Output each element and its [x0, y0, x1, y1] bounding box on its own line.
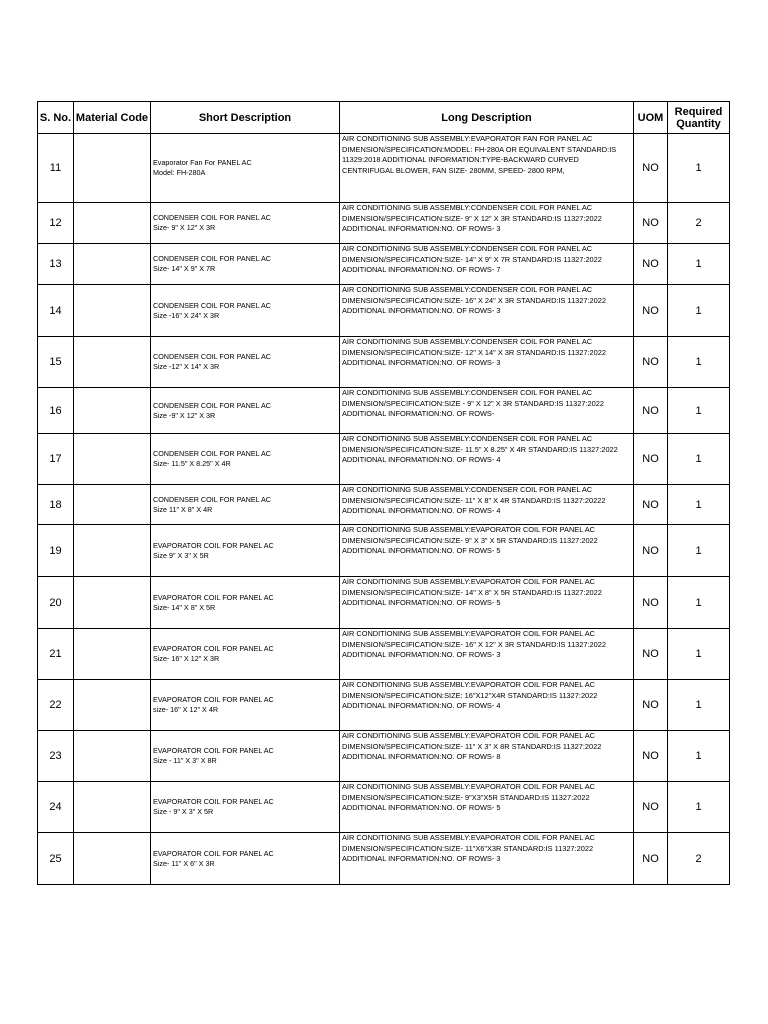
items-table: [37, 101, 730, 885]
material-code-cell: [74, 833, 151, 885]
table-row: [38, 244, 730, 285]
short-description-line-1: CONDENSER COIL FOR PANEL AC: [153, 254, 271, 263]
material-code-cell: [74, 285, 151, 337]
required-quantity-cell: 1: [668, 782, 730, 833]
table-row: [38, 525, 730, 577]
short-description-line-1: CONDENSER COIL FOR PANEL AC: [153, 300, 271, 310]
short-description-cell: [151, 203, 340, 244]
table-row: [38, 434, 730, 485]
uom-cell: NO: [634, 285, 668, 337]
serial-number-cell: 16: [38, 388, 74, 434]
short-description-cell: [151, 244, 340, 285]
short-description-cell: [151, 731, 340, 782]
uom-cell: NO: [634, 337, 668, 388]
long-description-cell: AIR CONDITIONING SUB ASSEMBLY:EVAPORATOR FAN FOR PANEL AC DIMENSION/SPECIFICATION:MODEL: FH-280A OR EQUIVALENT STANDARD:IS 11329:2018 ADDITIONAL INFORMATION:TYPE-BACKWARD CURVED CENTRIFUGAL BLOWER, FAN SIZE- 280MM, SPEED- 2800 RPM,: [340, 134, 634, 203]
material-code-cell: [74, 244, 151, 285]
table-row: [38, 680, 730, 731]
serial-number-cell: 11: [38, 134, 74, 203]
table-row: [38, 285, 730, 337]
required-quantity-cell: 1: [668, 485, 730, 525]
short-description-line-1: CONDENSER COIL FOR PANEL AC: [153, 213, 271, 222]
serial-number-cell: 22: [38, 680, 74, 731]
required-quantity-cell: 1: [668, 577, 730, 629]
uom-cell: NO: [634, 680, 668, 731]
long-description-cell: AIR CONDITIONING SUB ASSEMBLY:EVAPORATOR COIL FOR PANEL AC DIMENSION/SPECIFICATION:SIZE: 16"X12"X4R STANDARD:IS 11327:2022 ADDITIONAL INFORMATION:NO. OF ROWS- 4: [340, 680, 634, 731]
serial-number-cell: 18: [38, 485, 74, 525]
serial-number-cell: 24: [38, 782, 74, 833]
serial-number-cell: 12: [38, 203, 74, 244]
short-description-line-1: EVAPORATOR COIL FOR PANEL AC: [153, 695, 274, 704]
header-short-description: Short Description: [151, 102, 340, 134]
short-description-line-1: EVAPORATOR COIL FOR PANEL AC: [153, 848, 274, 858]
uom-cell: NO: [634, 833, 668, 885]
table-row: [38, 731, 730, 782]
short-description-line-1: CONDENSER COIL FOR PANEL AC: [153, 449, 271, 458]
uom-cell: NO: [634, 629, 668, 680]
long-description-cell: AIR CONDITIONING SUB ASSEMBLY:EVAPORATOR COIL FOR PANEL AC DIMENSION/SPECIFICATION:SIZE- 9"X3"X5R STANDARD:IS 11327:2022 ADDITIONAL INFORMATION:NO. OF ROWS- 5: [340, 782, 634, 833]
short-description-line-1: Evaporator Fan For PANEL AC: [153, 158, 252, 167]
material-code-cell: [74, 525, 151, 577]
short-description-line-2: Size- 11.5" X 8.25" X 4R: [153, 459, 231, 468]
serial-number-cell: 21: [38, 629, 74, 680]
short-description-line-2: Size- 16" X 12" X 3R: [153, 654, 220, 663]
header-uom: UOM: [634, 102, 668, 134]
serial-number-cell: 20: [38, 577, 74, 629]
table-row: [38, 337, 730, 388]
material-code-cell: [74, 134, 151, 203]
short-description-line-2: Size - 11" X 3" X 8R: [153, 756, 217, 765]
short-description-cell: [151, 337, 340, 388]
short-description-line-1: EVAPORATOR COIL FOR PANEL AC: [153, 644, 274, 653]
short-description-cell: [151, 388, 340, 434]
table-row: [38, 388, 730, 434]
short-description-line-2: Size - 9" X 3" X 5R: [153, 807, 214, 816]
uom-cell: NO: [634, 577, 668, 629]
short-description-line-2: Model: FH-280A: [153, 168, 206, 177]
uom-cell: NO: [634, 203, 668, 244]
header-required-quantity: Required Quantity: [668, 102, 730, 134]
short-description-cell: [151, 833, 340, 885]
uom-cell: NO: [634, 134, 668, 203]
required-quantity-cell: 2: [668, 203, 730, 244]
long-description-cell: AIR CONDITIONING SUB ASSEMBLY:CONDENSER COIL FOR PANEL AC DIMENSION/SPECIFICATION:SIZE- 11.5" X 8.25" X 4R STANDARD:IS 11327:2022 ADDITIONAL INFORMATION:NO. OF ROWS- 4: [340, 434, 634, 485]
uom-cell: NO: [634, 525, 668, 577]
required-quantity-cell: 1: [668, 337, 730, 388]
uom-cell: NO: [634, 434, 668, 485]
required-quantity-cell: 2: [668, 833, 730, 885]
header-material-code: Material Code: [74, 102, 151, 134]
short-description-line-1: CONDENSER COIL FOR PANEL AC: [153, 352, 271, 361]
short-description-line-1: EVAPORATOR COIL FOR PANEL AC: [153, 746, 274, 755]
short-description-line-1: EVAPORATOR COIL FOR PANEL AC: [153, 797, 274, 806]
short-description-line-2: Size- 14" X 9" X 7R: [153, 264, 216, 273]
short-description-cell: [151, 285, 340, 337]
short-description-cell: [151, 134, 340, 203]
required-quantity-cell: 1: [668, 731, 730, 782]
uom-cell: NO: [634, 782, 668, 833]
serial-number-cell: 19: [38, 525, 74, 577]
long-description-cell: AIR CONDITIONING SUB ASSEMBLY:EVAPORATOR COIL FOR PANEL AC DIMENSION/SPECIFICATION:SIZE- 9" X 3" X 5R STANDARD:IS 11327:2022 ADDITIONAL INFORMATION:NO. OF ROWS- 5: [340, 525, 634, 577]
material-code-cell: [74, 388, 151, 434]
material-code-cell: [74, 434, 151, 485]
short-description-line-2: size- 16" X 12" X 4R: [153, 705, 219, 714]
table-row: [38, 203, 730, 244]
short-description-line-2: Size -16" X 24" X 3R: [153, 310, 220, 320]
serial-number-cell: 14: [38, 285, 74, 337]
long-description-cell: AIR CONDITIONING SUB ASSEMBLY:CONDENSER COIL FOR PANEL AC DIMENSION/SPECIFICATION:SIZE- 9" X 12" X 3R STANDARD:IS 11327:2022 ADDITIONAL INFORMATION:NO. OF ROWS- 3: [340, 203, 634, 244]
short-description-cell: [151, 680, 340, 731]
required-quantity-cell: 1: [668, 244, 730, 285]
short-description-line-1: EVAPORATOR COIL FOR PANEL AC: [153, 540, 274, 550]
material-code-cell: [74, 337, 151, 388]
required-quantity-cell: 1: [668, 388, 730, 434]
short-description-line-2: Size -9" X 12" X 3R: [153, 410, 216, 420]
short-description-cell: [151, 485, 340, 525]
short-description-cell: [151, 577, 340, 629]
material-code-cell: [74, 485, 151, 525]
short-description-cell: [151, 782, 340, 833]
required-quantity-cell: 1: [668, 525, 730, 577]
short-description-line-2: Size 9" X 3" X 5R: [153, 550, 209, 560]
uom-cell: NO: [634, 244, 668, 285]
material-code-cell: [74, 680, 151, 731]
material-code-cell: [74, 577, 151, 629]
table-row: [38, 577, 730, 629]
header-long-description: Long Description: [340, 102, 634, 134]
required-quantity-cell: 1: [668, 134, 730, 203]
short-description-line-2: Size- 11" X 6" X 3R: [153, 858, 215, 868]
short-description-line-1: CONDENSER COIL FOR PANEL AC: [153, 400, 271, 410]
serial-number-cell: 25: [38, 833, 74, 885]
header-sno: S. No.: [38, 102, 74, 134]
uom-cell: NO: [634, 731, 668, 782]
long-description-cell: AIR CONDITIONING SUB ASSEMBLY:EVAPORATOR COIL FOR PANEL AC DIMENSION/SPECIFICATION:SIZE- 16" X 12" X 3R STANDARD:IS 11327:2022 ADDITIONAL INFORMATION:NO. OF ROWS- 3: [340, 629, 634, 680]
required-quantity-cell: 1: [668, 285, 730, 337]
long-description-cell: AIR CONDITIONING SUB ASSEMBLY:EVAPORATOR COIL FOR PANEL AC DIMENSION/SPECIFICATION:SIZE- 14" X 8" X 5R STANDARD:IS 11327:2022 ADDITIONAL INFORMATION:NO. OF ROWS- 5: [340, 577, 634, 629]
short-description-line-2: Size- 9" X 12" X 3R: [153, 223, 216, 232]
long-description-cell: AIR CONDITIONING SUB ASSEMBLY:CONDENSER COIL FOR PANEL AC DIMENSION/SPECIFICATION:SIZE- 12" X 14" X 3R STANDARD:IS 11327:2022 ADDITIONAL INFORMATION:NO. OF ROWS- 3: [340, 337, 634, 388]
material-code-cell: [74, 203, 151, 244]
short-description-cell: [151, 525, 340, 577]
short-description-line-1: EVAPORATOR COIL FOR PANEL AC: [153, 592, 274, 602]
long-description-cell: AIR CONDITIONING SUB ASSEMBLY:CONDENSER COIL FOR PANEL AC DIMENSION/SPECIFICATION:SIZE- 16" X 24" X 3R STANDARD:IS 11327:2022 ADDITIONAL INFORMATION:NO. OF ROWS- 3: [340, 285, 634, 337]
table-row: [38, 629, 730, 680]
serial-number-cell: 23: [38, 731, 74, 782]
material-code-cell: [74, 731, 151, 782]
short-description-line-2: Size- 14" X 8" X 5R: [153, 602, 216, 612]
serial-number-cell: 17: [38, 434, 74, 485]
short-description-cell: [151, 434, 340, 485]
long-description-cell: AIR CONDITIONING SUB ASSEMBLY:CONDENSER COIL FOR PANEL AC DIMENSION/SPECIFICATION:SIZE - 9" X 12" X 3R STANDARD:IS 11327:2022 ADDITIONAL INFORMATION:NO. OF ROWS-: [340, 388, 634, 434]
uom-cell: NO: [634, 485, 668, 525]
required-quantity-cell: 1: [668, 629, 730, 680]
long-description-cell: AIR CONDITIONING SUB ASSEMBLY:CONDENSER COIL FOR PANEL AC DIMENSION/SPECIFICATION:SIZE- 11" X 8" X 4R STANDARD:IS 11327:20222 ADDITIONAL INFORMATION:NO. OF ROWS- 4: [340, 485, 634, 525]
short-description-line-2: Size 11" X 8" X 4R: [153, 504, 213, 514]
short-description-line-2: Size -12" X 14" X 3R: [153, 362, 220, 371]
short-description-line-1: CONDENSER COIL FOR PANEL AC: [153, 494, 271, 504]
required-quantity-cell: 1: [668, 680, 730, 731]
long-description-cell: AIR CONDITIONING SUB ASSEMBLY:CONDENSER COIL FOR PANEL AC DIMENSION/SPECIFICATION:SIZE- 14" X 9" X 7R STANDARD:IS 11327:2022 ADDITIONAL INFORMATION:NO. OF ROWS- 7: [340, 244, 634, 285]
table-row: [38, 833, 730, 885]
short-description-cell: [151, 629, 340, 680]
table-row: [38, 485, 730, 525]
required-quantity-cell: 1: [668, 434, 730, 485]
material-code-cell: [74, 629, 151, 680]
long-description-cell: AIR CONDITIONING SUB ASSEMBLY:EVAPORATOR COIL FOR PANEL AC DIMENSION/SPECIFICATION:SIZE- 11" X 3" X 8R STANDARD:IS 11327:2022 ADDITIONAL INFORMATION:NO. OF ROWS- 8: [340, 731, 634, 782]
uom-cell: NO: [634, 388, 668, 434]
table-row: [38, 782, 730, 833]
serial-number-cell: 13: [38, 244, 74, 285]
header-row: [38, 102, 730, 134]
long-description-cell: AIR CONDITIONING SUB ASSEMBLY:EVAPORATOR COIL FOR PANEL AC DIMENSION/SPECIFICATION:SIZE- 11"X6"X3R STANDARD:IS 11327:2022 ADDITIONAL INFORMATION:NO. OF ROWS- 3: [340, 833, 634, 885]
material-code-cell: [74, 782, 151, 833]
serial-number-cell: 15: [38, 337, 74, 388]
table-row: [38, 134, 730, 203]
